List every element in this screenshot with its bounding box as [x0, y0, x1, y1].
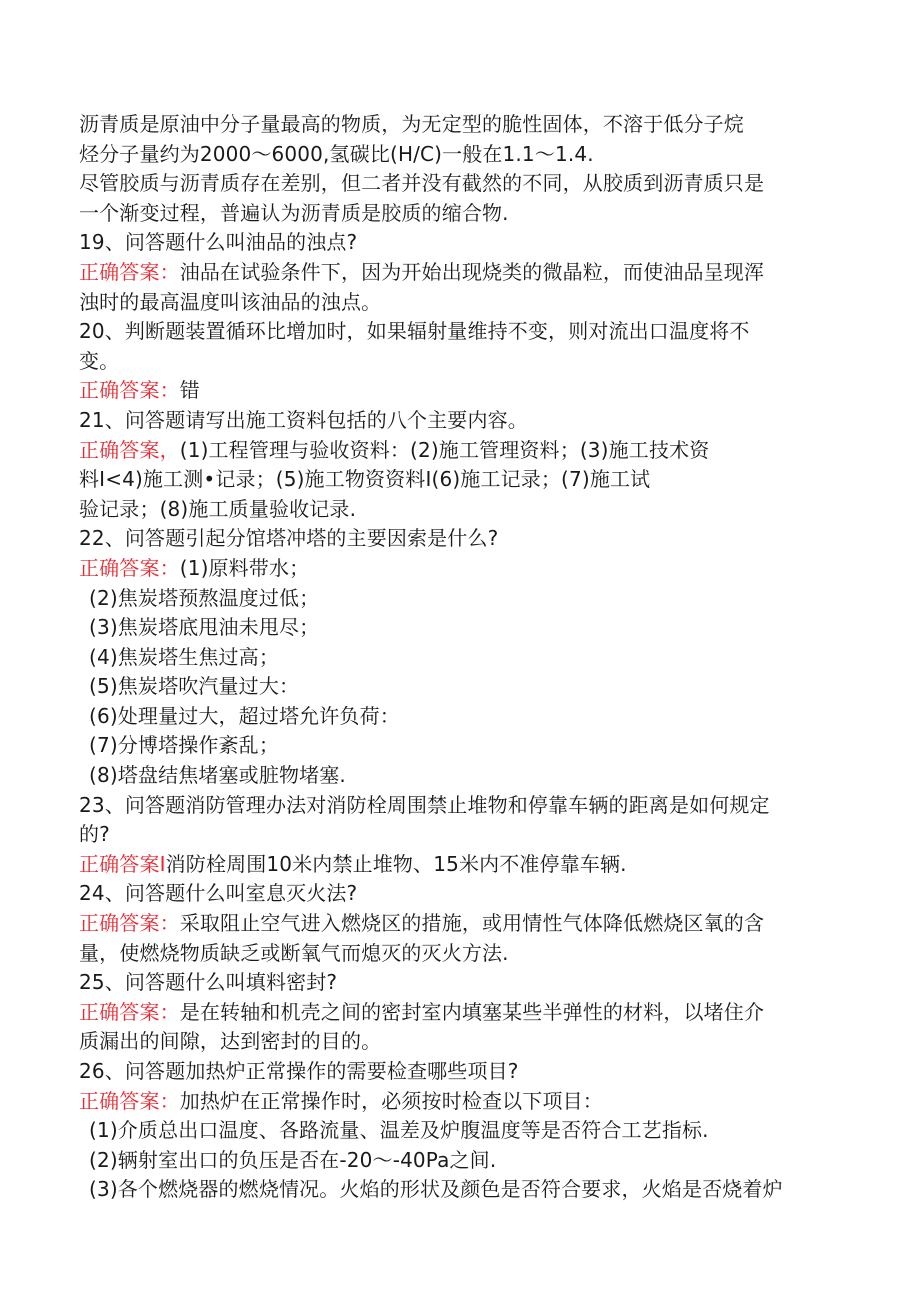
- answer-26: 正确答案：加热炉在正常操作时，必须按时检查以下项目：: [79, 1088, 603, 1113]
- answer-22: 正确答案：(1)原料带水；: [79, 555, 310, 580]
- answer-label: 正确答案：: [79, 555, 180, 580]
- answer-24-cont: 量，使燃烧物质缺乏或断氧气而熄灭的灭火方法.: [79, 940, 509, 965]
- text-line-3: 尽管胶质与沥青质存在差别，但二者并没有截然的不同，从胶质到沥青质只是: [79, 171, 765, 196]
- answer-label: 正确答案：: [79, 378, 180, 403]
- answer-label: 正确答案I: [79, 851, 166, 876]
- text-line-1: 沥青质是原油中分子量最高的物质，为无定型的脆性固体，不溶于低分子烷: [79, 112, 744, 136]
- answer-22-item: (4)焦炭塔生焦过高；: [89, 644, 279, 669]
- answer-25-cont: 质漏出的间隙，达到密封的目的。: [79, 1029, 382, 1054]
- answer-22-item: (3)焦炭塔底甩油未甩尽；: [89, 615, 320, 640]
- answer-26-item: (2)辆射室出口的负压是否在-20〜-40Pa之间.: [89, 1147, 497, 1172]
- answer-label: 正确答案：: [79, 999, 180, 1024]
- question-22: 22、问答题引起分馆塔冲塔的主要因索是什么?: [79, 526, 499, 551]
- question-24: 24、问答题什么叫室息灭火法?: [79, 881, 358, 906]
- document-page: [79, 110, 849, 1205]
- answer-19-cont: 浊时的最高温度叫该油品的浊点。: [79, 289, 382, 314]
- answer-19: 正确答案：油品在试验条件下，因为开始出现烧类的微晶粒，而使油品呈现浑: [79, 259, 765, 284]
- answer-21-cont: 验记录；(8)施工质量验收记录.: [79, 496, 357, 521]
- answer-24: 正确答案：采取阻止空气进入燃烧区的措施，或用情性气体降低燃烧区氧的含: [79, 911, 765, 936]
- answer-22-item: (7)分博塔操作紊乱；: [89, 733, 279, 758]
- text-line-4: 一个渐变过程，普遍认为沥青质是胶质的缩合物.: [79, 200, 509, 225]
- answer-label: 正确答案：: [79, 259, 180, 284]
- answer-21: 正确答案，(1)工程管理与验收资料：(2)施工管理资料；(3)施工技术资: [79, 437, 710, 462]
- question-23: 23、问答题消防管理办法对消防栓周围禁止堆物和停靠车辆的距离是如何规定: [79, 792, 770, 817]
- question-25: 25、问答题什么叫填料密封?: [79, 970, 338, 995]
- text-line-2: 烃分子量约为2000〜6000,氢碳比(H/C)一般在1.1〜1.4.: [79, 141, 594, 166]
- answer-20: 正确答案：错: [79, 378, 200, 403]
- answer-25: 正确答案：是在转轴和机壳之间的密封室内填塞某些半弹性的材料，以堵住介: [79, 999, 765, 1024]
- question-20: 20、判断题装置循环比增加时，如果辐射量维持不变，则对流出口温度将不: [79, 319, 750, 344]
- answer-23: 正确答案I消防栓周围10米内禁止堆物、15米内不准停靠车辆.: [79, 851, 627, 876]
- question-26: 26、问答题加热炉正常操作的需要检查哪些项目?: [79, 1059, 519, 1083]
- question-21: 21、问答题请写出施工资料包括的八个主要内容。: [79, 407, 528, 432]
- answer-label: 正确答案：: [79, 1088, 180, 1113]
- answer-22-item: (5)焦炭塔吹汽量过大：: [89, 674, 300, 699]
- question-19: 19、问答题什么叫油品的浊点?: [79, 230, 358, 255]
- answer-26-item: (3)各个燃烧器的燃烧情况。火焰的形状及颜色是否符合要求，火焰是否烧着炉: [89, 1177, 783, 1202]
- answer-26-item: (1)介质总出口温度、各路流量、温差及炉腹温度等是否符合工艺指标.: [89, 1118, 709, 1143]
- question-23-cont: 的?: [79, 822, 110, 847]
- answer-label: 正确答案，: [79, 437, 180, 462]
- answer-label: 正确答案：: [79, 911, 180, 936]
- question-20-cont: 变。: [79, 348, 120, 373]
- answer-21-cont: 料I<4)施工测•记录；(5)施工物资资料I(6)施工记录；(7)施工试: [79, 467, 651, 492]
- answer-22-item: (8)塔盘结焦堵塞或脏物堵塞.: [89, 763, 346, 788]
- answer-22-item: (2)焦炭塔预熬温度过低；: [89, 585, 320, 610]
- answer-22-item: (6)处理量过大，超过塔允许负荷：: [89, 703, 400, 728]
